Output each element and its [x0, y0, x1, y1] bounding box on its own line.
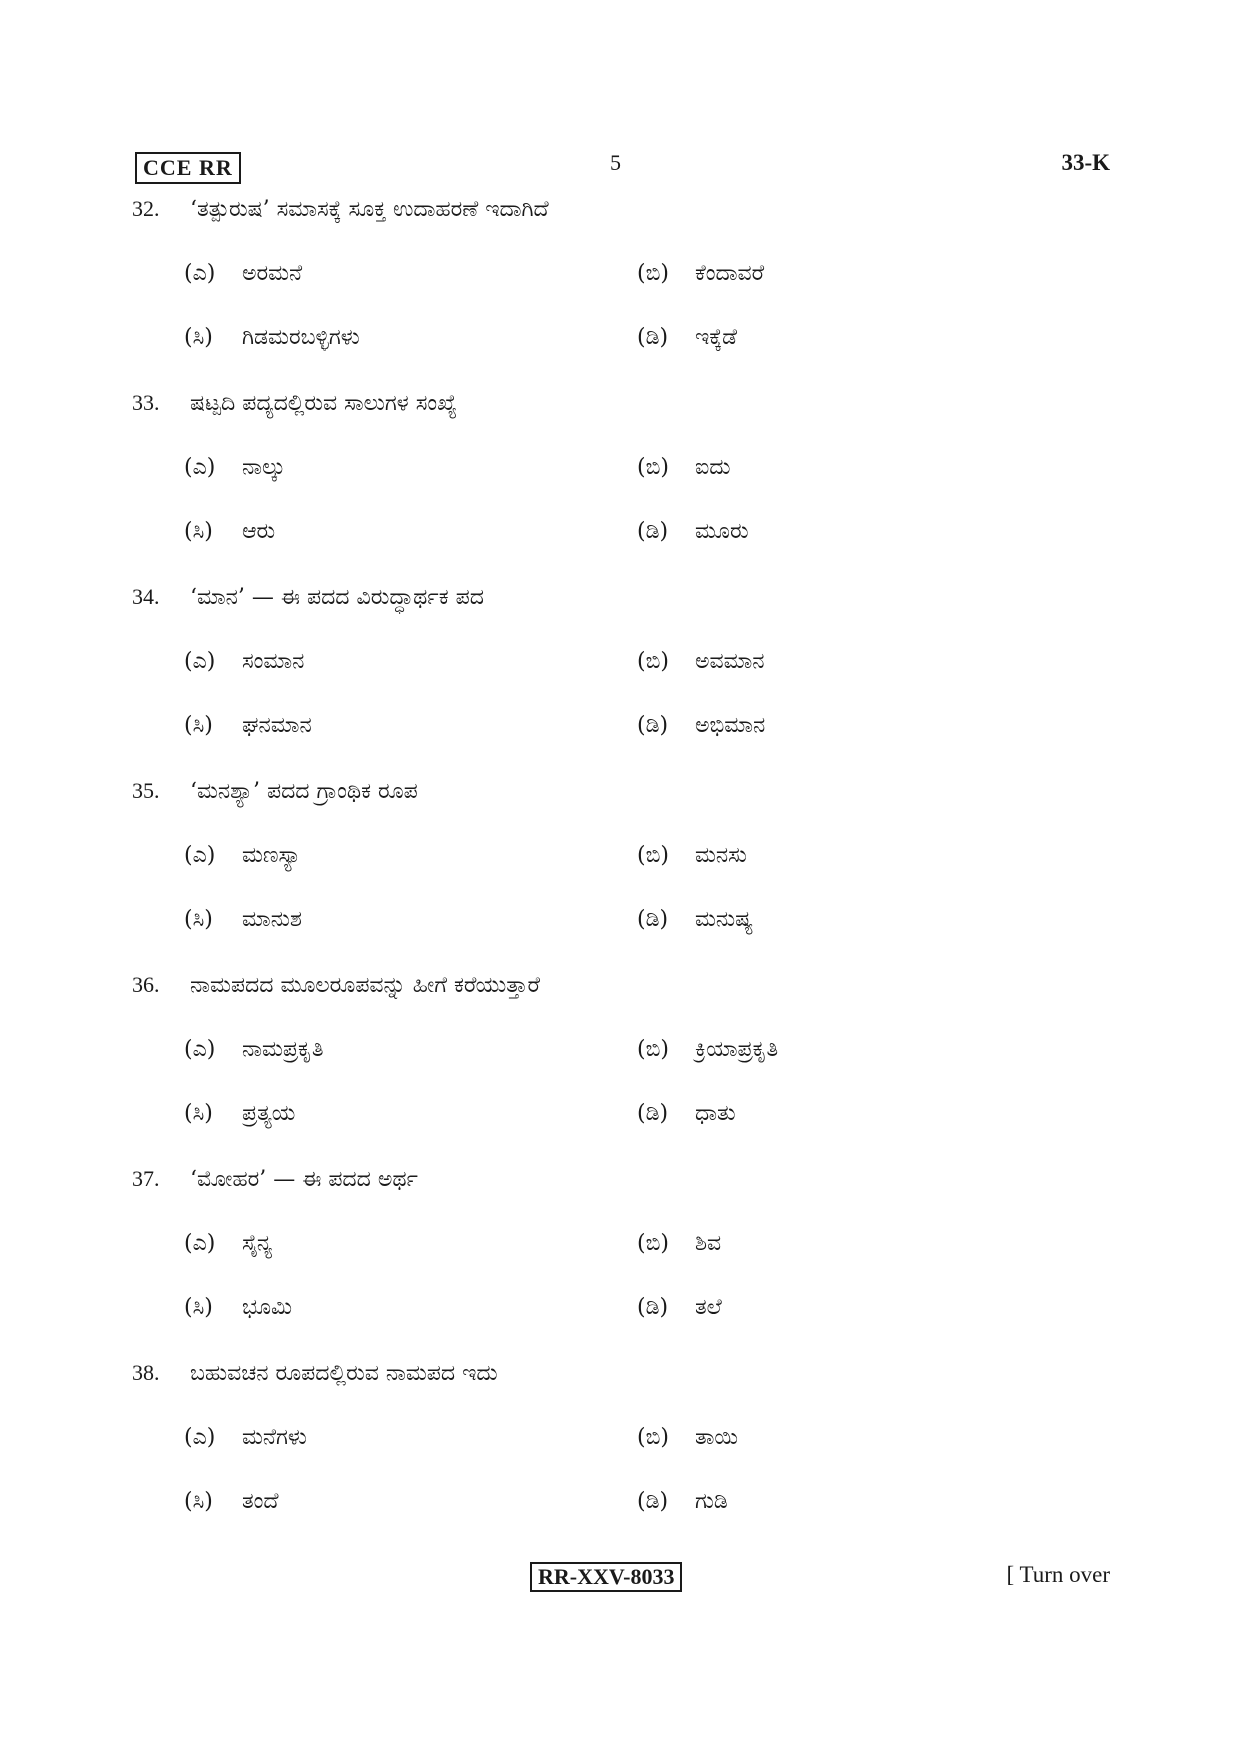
option-label: (ಬಿ) — [637, 455, 669, 480]
question-text: ಷಟ್ಪದಿ ಪದ್ಯದಲ್ಲಿರುವ ಸಾಲುಗಳ ಸಂಖ್ಯೆ — [190, 391, 458, 416]
option-label: (ಡಿ) — [637, 325, 669, 350]
page-header — [135, 150, 1110, 190]
question-number: 38. — [132, 1360, 160, 1385]
option-label: (ಡಿ) — [637, 713, 669, 738]
option-text: ಇಕ್ಕೆಡೆ — [695, 325, 738, 350]
option-d — [637, 1293, 722, 1323]
option-label: (ಬಿ) — [637, 1425, 669, 1450]
question-number: 35. — [132, 778, 160, 803]
option-text: ತಂದೆ — [242, 1489, 279, 1514]
option-label: (ಡಿ) — [637, 1489, 669, 1514]
option-text: ಘನಮಾನ — [242, 713, 312, 738]
option-c — [184, 711, 312, 741]
option-a — [184, 259, 302, 289]
option-d — [637, 711, 765, 741]
option-a — [184, 1423, 307, 1453]
option-text: ಕ್ರಿಯಾಪ್ರಕೃತಿ — [695, 1037, 779, 1062]
option-label: (ಸಿ) — [184, 325, 213, 350]
option-text: ತಲೆ — [695, 1295, 722, 1320]
option-text: ಮೂರು — [695, 519, 749, 544]
option-text: ಮನುಷ್ಯ — [695, 907, 754, 932]
option-text: ಅರಮನೆ — [242, 261, 303, 286]
option-text: ಶಿವ — [695, 1231, 722, 1256]
option-a — [184, 841, 301, 871]
option-label: (ಡಿ) — [637, 1295, 669, 1320]
question-stem — [132, 970, 540, 1001]
option-label: (ಸಿ) — [184, 519, 213, 544]
option-d — [637, 905, 753, 935]
question-stem — [132, 1358, 498, 1389]
question-text: ನಾಮಪದದ ಮೂಲರೂಪವನ್ನು ಹೀಗೆ ಕರೆಯುತ್ತಾರೆ — [190, 973, 541, 998]
option-label: (ಬಿ) — [637, 1231, 669, 1256]
option-label: (ಸಿ) — [184, 907, 213, 932]
turn-over-label: [ Turn over — [1006, 1562, 1110, 1587]
option-label: (ಎ) — [184, 261, 216, 286]
question-text: ‘ತತ್ಪುರುಷ’ ಸಮಾಸಕ್ಕೆ ಸೂಕ್ತ ಉದಾಹರಣೆ ಇದಾಗಿದೆ — [190, 197, 549, 222]
option-label: (ಸಿ) — [184, 1295, 213, 1320]
option-text: ಕೆಂದಾವರೆ — [695, 261, 765, 286]
option-text: ಪ್ರತ್ಯಯ — [242, 1101, 296, 1126]
question-text: ‘ಮೋಹರ’ — ಈ ಪದದ ಅರ್ಥ — [190, 1167, 418, 1192]
question-text: ‘ಮನಶ್ಯಾ’ ಪದದ ಗ್ರಾಂಥಿಕ ರೂಪ — [190, 779, 418, 804]
option-b — [637, 453, 730, 483]
question-number: 37. — [132, 1166, 160, 1191]
option-a — [184, 453, 285, 483]
question-35 — [132, 776, 1112, 970]
option-label: (ಸಿ) — [184, 1101, 213, 1126]
option-text: ಧಾತು — [695, 1101, 736, 1126]
option-a — [184, 647, 304, 677]
rr-code-box: RR-XXV-8033 — [530, 1562, 682, 1592]
question-32 — [132, 194, 1112, 388]
question-stem — [132, 388, 457, 419]
option-label: (ಡಿ) — [637, 519, 669, 544]
option-text: ಆರು — [242, 519, 276, 544]
option-label: (ಬಿ) — [637, 843, 669, 868]
option-text: ಸೈನ್ಯ — [242, 1231, 273, 1256]
option-label: (ಎ) — [184, 455, 216, 480]
option-label: (ಬಿ) — [637, 261, 669, 286]
option-text: ಮನೆಗಳು — [242, 1425, 307, 1450]
option-d — [637, 1487, 728, 1517]
option-label: (ಬಿ) — [637, 1037, 669, 1062]
option-text: ಮಣಸ್ಯಾ — [242, 843, 302, 868]
option-c — [184, 1293, 292, 1323]
question-number: 36. — [132, 972, 160, 997]
question-stem — [132, 776, 418, 807]
option-a — [184, 1035, 324, 1065]
option-label: (ಎ) — [184, 649, 216, 674]
option-label: (ಡಿ) — [637, 1101, 669, 1126]
option-text: ಮನಸು — [695, 843, 747, 868]
question-text: ‘ಮಾನ’ — ಈ ಪದದ ವಿರುದ್ಧಾರ್ಥಕ ಪದ — [190, 585, 484, 610]
option-b — [637, 1035, 778, 1065]
option-label: (ಎ) — [184, 843, 216, 868]
option-d — [637, 1099, 736, 1129]
question-37 — [132, 1164, 1112, 1358]
option-label: (ಎ) — [184, 1037, 216, 1062]
option-text: ಮಾನುಶ — [242, 907, 302, 932]
option-text: ನಾಮಪ್ರಕೃತಿ — [242, 1037, 324, 1062]
option-text: ನಾಲ್ಕು — [242, 455, 286, 480]
option-b — [637, 1423, 738, 1453]
question-38 — [132, 1358, 1112, 1552]
option-d — [637, 323, 737, 353]
question-stem — [132, 194, 549, 225]
page-number: 5 — [610, 150, 621, 175]
option-label: (ಎ) — [184, 1231, 216, 1256]
option-d — [637, 517, 749, 547]
paper-code: 33-K — [1061, 150, 1110, 175]
question-33 — [132, 388, 1112, 582]
question-number: 33. — [132, 390, 160, 415]
option-c — [184, 323, 360, 353]
option-b — [637, 841, 747, 871]
option-label: (ಬಿ) — [637, 649, 669, 674]
option-label: (ಸಿ) — [184, 713, 213, 738]
question-stem — [132, 582, 484, 613]
option-c — [184, 517, 275, 547]
option-b — [637, 647, 765, 677]
option-b — [637, 259, 764, 289]
question-34 — [132, 582, 1112, 776]
question-stem — [132, 1164, 418, 1195]
option-label: (ಎ) — [184, 1425, 216, 1450]
option-text: ಅವಮಾನ — [695, 649, 765, 674]
page-footer — [135, 1562, 1110, 1598]
option-b — [637, 1229, 721, 1259]
option-text: ಸಂಮಾನ — [242, 649, 305, 674]
option-text: ತಾಯಿ — [695, 1425, 739, 1450]
option-text: ಭೂಮಿ — [242, 1295, 293, 1320]
option-text: ಗಿಡಮರಬಳ್ಳಿಗಳು — [242, 325, 360, 350]
option-label: (ಸಿ) — [184, 1489, 213, 1514]
option-c — [184, 1099, 295, 1129]
option-text: ಅಭಿಮಾನ — [695, 713, 766, 738]
cce-rr-code-box: CCE RR — [135, 152, 241, 184]
option-a — [184, 1229, 272, 1259]
question-list — [132, 194, 1112, 1552]
question-number: 34. — [132, 584, 160, 609]
question-36 — [132, 970, 1112, 1164]
question-text: ಬಹುವಚನ ರೂಪದಲ್ಲಿರುವ ನಾಮಪದ ಇದು — [190, 1361, 498, 1386]
option-label: (ಡಿ) — [637, 907, 669, 932]
option-text: ಐದು — [695, 455, 731, 480]
option-c — [184, 1487, 279, 1517]
option-text: ಗುಡಿ — [695, 1489, 728, 1514]
question-number: 32. — [132, 196, 160, 221]
option-c — [184, 905, 302, 935]
